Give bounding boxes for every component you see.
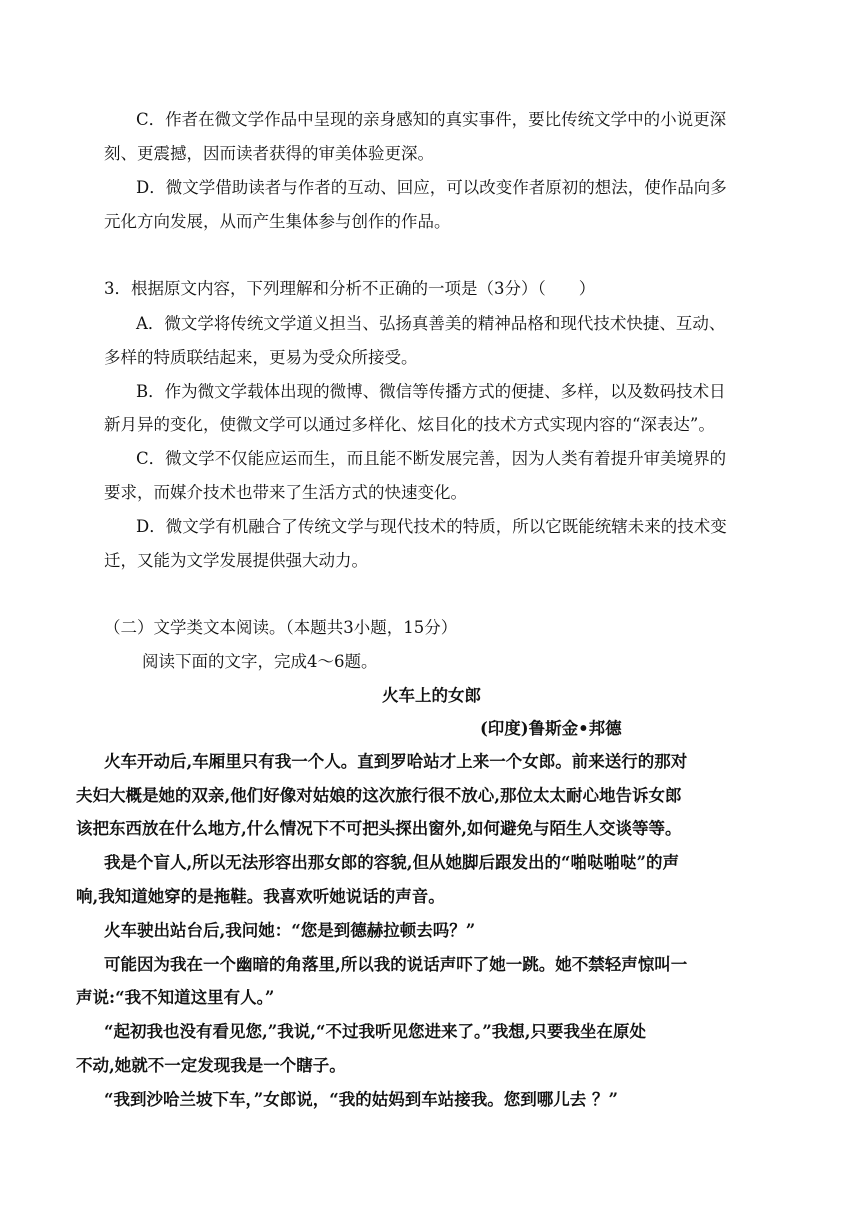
- story-p3-line1: 火车驶出站台后,我问她：“您是到德赫拉顿去吗？”: [104, 921, 476, 940]
- story-p2-line1: 我是个盲人,所以无法形容出那女郎的容貌,但从她脚后跟发出的“啪哒啪哒”的声: [104, 853, 679, 872]
- q3-stem: 3．根据原文内容，下列理解和分析不正确的一项是（3分）（ ）: [104, 279, 596, 298]
- q3-option-c-line1: C．微文学不仅能应运而生，而且能不断发展完善，因为人类有着提升审美境界的: [136, 449, 727, 468]
- story-p4-line1: 可能因为我在一个幽暗的角落里,所以我的说话声吓了她一跳。她不禁轻声惊叫一: [104, 955, 688, 974]
- section-heading: （二）文学类文本阅读。（本题共3小题，15分）: [104, 618, 458, 637]
- q2-option-c-line1: C．作者在微文学作品中呈现的亲身感知的真实事件，要比传统文学中的小说更深: [136, 110, 727, 129]
- q3-option-a-line1: A．微文学将传统文学道义担当、弘扬真善美的精神品格和现代技术快捷、互动、: [136, 314, 726, 333]
- q2-option-d-line2: 元化方向发展，从而产生集体参与创作的作品。: [104, 212, 451, 231]
- story-p5-line2: 不动,她就不一定发现我是一个瞎子。: [76, 1056, 346, 1075]
- story-p1-line3: 该把东西放在什么地方,什么情况下不可把头探出窗外,如何避免与陌生人交谈等等。: [76, 819, 682, 838]
- q3-option-d-line2: 迁，又能为文学发展提供强大动力。: [104, 551, 368, 570]
- story-title: 火车上的女郎: [382, 686, 481, 705]
- q3-option-b-line2: 新月异的变化，使微文学可以通过多样化、炫目化的技术方式实现内容的“深表达”。: [104, 415, 715, 434]
- story-author: (印度)鲁斯金•邦德: [480, 719, 622, 738]
- q3-option-a-line2: 多样的特质联结起来，更易为受众所接受。: [104, 348, 418, 367]
- story-p2-line2: 响,我知道她穿的是拖鞋。我喜欢听她说话的声音。: [76, 887, 445, 906]
- q2-option-c-line2: 刻、更震撼，因而读者获得的审美体验更深。: [104, 144, 434, 163]
- story-p5-line1: “起初我也没有看见您,”我说,“不过我听见您进来了。”我想,只要我坐在原处: [104, 1022, 646, 1041]
- q2-option-d-line1: D．微文学借助读者与作者的互动、回应，可以改变作者原初的想法，使作品向多: [136, 178, 727, 197]
- story-p1-line2: 夫妇大概是她的双亲,他们好像对姑娘的这次旅行很不放心,那位太太耐心地告诉女郎: [76, 786, 682, 805]
- story-p4-line2: 声说:“我不知道这里有人。”: [76, 988, 275, 1007]
- story-p1-line1: 火车开动后,车厢里只有我一个人。直到罗哈站才上来一个女郎。前来送行的那对: [104, 752, 688, 771]
- section-instruction: 阅读下面的文字，完成4～6题。: [142, 652, 378, 671]
- q3-option-c-line2: 要求，而媒介技术也带来了生活方式的快速变化。: [104, 483, 467, 502]
- story-p6-line1: “我到沙哈兰坡下车，”女郎说，“我的姑妈到车站接我。您到哪儿去 ？”: [104, 1090, 618, 1109]
- q3-option-d-line1: D．微文学有机融合了传统文学与现代技术的特质，所以它既能统辖未来的技术变: [136, 517, 727, 536]
- q3-option-b-line1: B．作为微文学载体出现的微博、微信等传播方式的便捷、多样，以及数码技术日: [136, 382, 726, 401]
